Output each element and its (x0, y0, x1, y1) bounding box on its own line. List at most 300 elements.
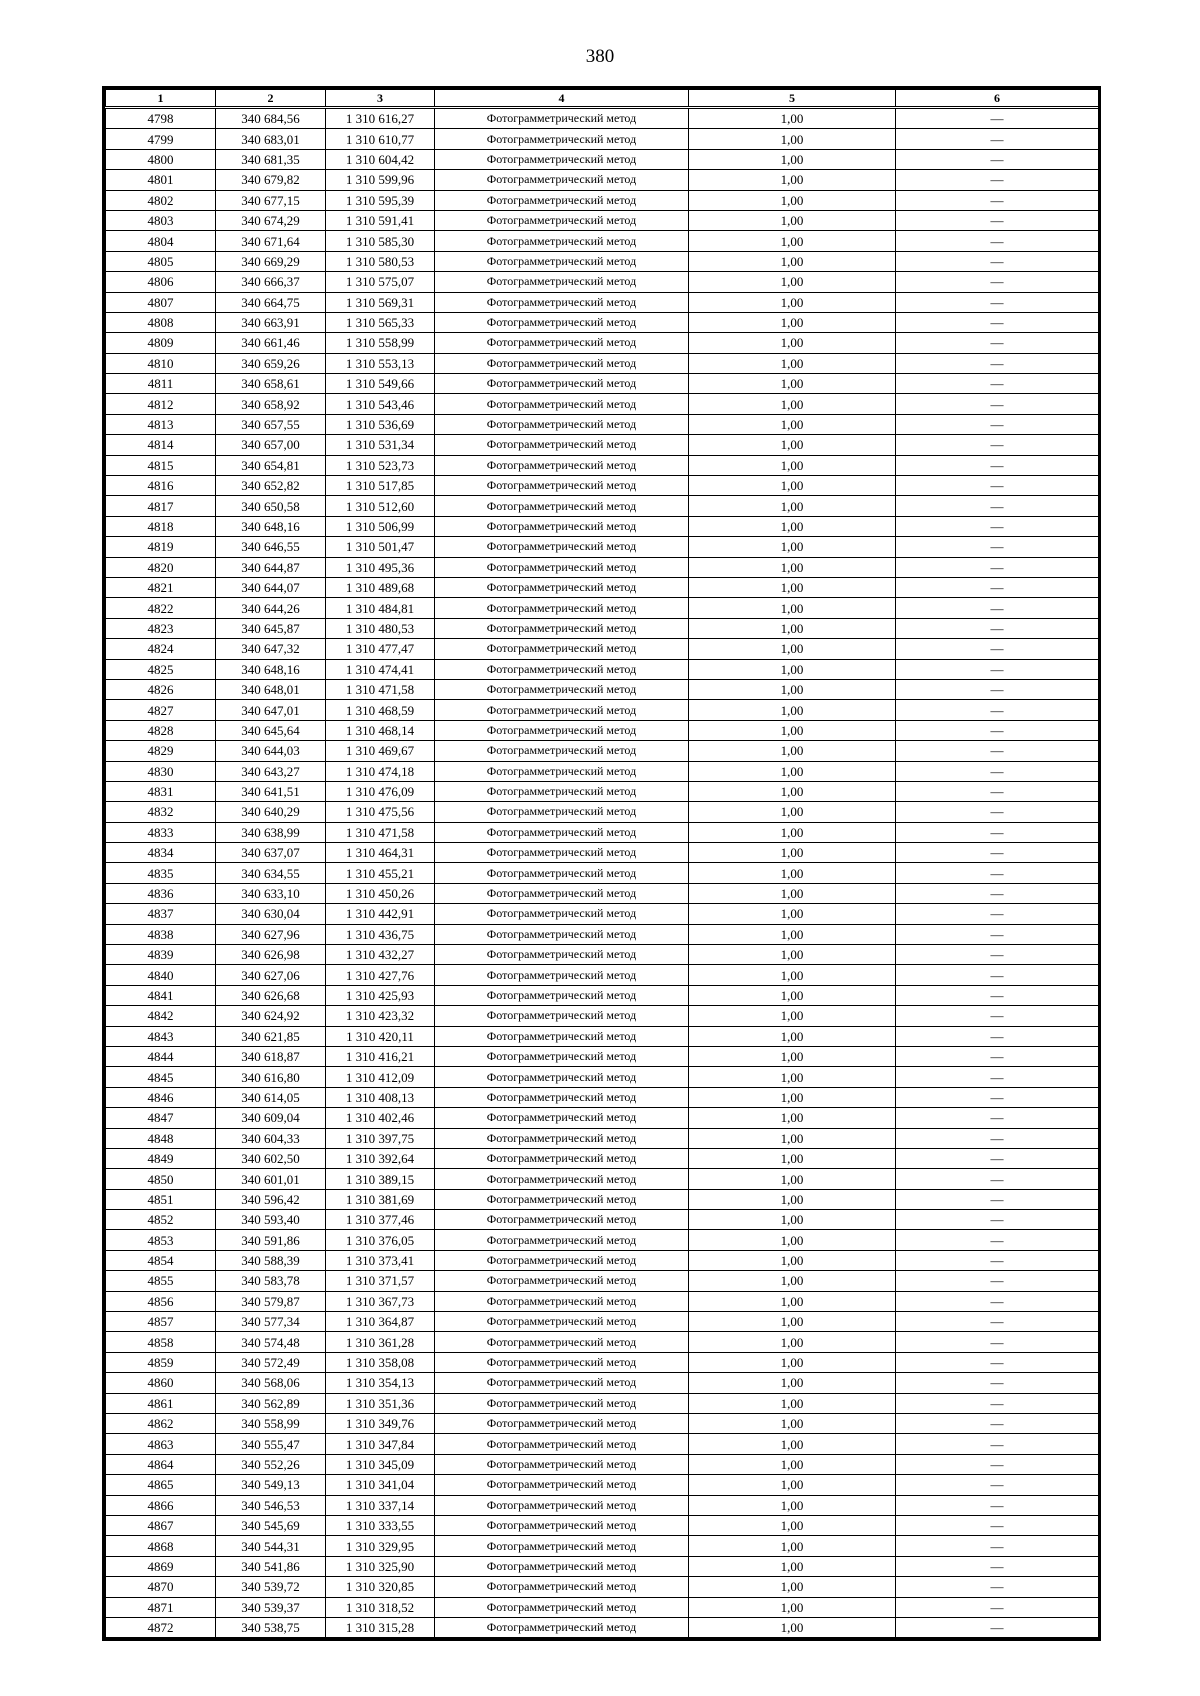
method-cell: Фотограмметрический метод (435, 618, 689, 638)
accuracy-cell: 1,00 (689, 1475, 896, 1495)
point-number-cell: 4816 (106, 476, 216, 496)
table-row (106, 496, 1099, 516)
accuracy-cell: 1,00 (689, 761, 896, 781)
accuracy-cell: 1,00 (689, 924, 896, 944)
y-coordinate-cell: 1 310 464,31 (326, 843, 435, 863)
table-row (106, 822, 1099, 842)
note-cell: — (896, 1087, 1099, 1107)
y-coordinate-cell: 1 310 345,09 (326, 1454, 435, 1474)
y-coordinate-cell: 1 310 349,76 (326, 1414, 435, 1434)
method-cell: Фотограмметрический метод (435, 577, 689, 597)
table-row (106, 129, 1099, 149)
note-cell: — (896, 659, 1099, 679)
y-coordinate-cell: 1 310 347,84 (326, 1434, 435, 1454)
table-row (106, 924, 1099, 944)
y-coordinate-cell: 1 310 536,69 (326, 414, 435, 434)
x-coordinate-cell: 340 658,92 (216, 394, 326, 414)
x-coordinate-cell: 340 538,75 (216, 1617, 326, 1637)
x-coordinate-cell: 340 657,55 (216, 414, 326, 434)
table-row (106, 1515, 1099, 1535)
table-row (106, 1250, 1099, 1270)
table-row (106, 1617, 1099, 1637)
method-cell: Фотограмметрический метод (435, 1087, 689, 1107)
point-number-cell: 4841 (106, 985, 216, 1005)
table-row (106, 659, 1099, 679)
point-number-cell: 4802 (106, 190, 216, 210)
accuracy-cell: 1,00 (689, 435, 896, 455)
accuracy-cell: 1,00 (689, 1393, 896, 1413)
method-cell: Фотограмметрический метод (435, 965, 689, 985)
accuracy-cell: 1,00 (689, 170, 896, 190)
table-row (106, 312, 1099, 332)
y-coordinate-cell: 1 310 484,81 (326, 598, 435, 618)
y-coordinate-cell: 1 310 476,09 (326, 781, 435, 801)
method-cell: Фотограмметрический метод (435, 231, 689, 251)
header-col-5: 5 (689, 90, 896, 108)
accuracy-cell: 1,00 (689, 618, 896, 638)
point-number-cell: 4810 (106, 353, 216, 373)
y-coordinate-cell: 1 310 549,66 (326, 374, 435, 394)
x-coordinate-cell: 340 679,82 (216, 170, 326, 190)
note-cell: — (896, 1291, 1099, 1311)
table-row (106, 1128, 1099, 1148)
point-number-cell: 4812 (106, 394, 216, 414)
method-cell: Фотограмметрический метод (435, 1148, 689, 1168)
note-cell: — (896, 1006, 1099, 1026)
table-row (106, 1271, 1099, 1291)
x-coordinate-cell: 340 683,01 (216, 129, 326, 149)
y-coordinate-cell: 1 310 523,73 (326, 455, 435, 475)
method-cell: Фотограмметрический метод (435, 435, 689, 455)
method-cell: Фотограмметрический метод (435, 802, 689, 822)
accuracy-cell: 1,00 (689, 1352, 896, 1372)
y-coordinate-cell: 1 310 351,36 (326, 1393, 435, 1413)
method-cell: Фотограмметрический метод (435, 985, 689, 1005)
method-cell: Фотограмметрический метод (435, 741, 689, 761)
accuracy-cell: 1,00 (689, 292, 896, 312)
table-row (106, 557, 1099, 577)
note-cell: — (896, 1373, 1099, 1393)
accuracy-cell: 1,00 (689, 516, 896, 536)
table-row (106, 700, 1099, 720)
note-cell: — (896, 210, 1099, 230)
point-number-cell: 4850 (106, 1169, 216, 1189)
point-number-cell: 4854 (106, 1250, 216, 1270)
x-coordinate-cell: 340 624,92 (216, 1006, 326, 1026)
table-row (106, 843, 1099, 863)
x-coordinate-cell: 340 666,37 (216, 272, 326, 292)
y-coordinate-cell: 1 310 427,76 (326, 965, 435, 985)
note-cell: — (896, 455, 1099, 475)
accuracy-cell: 1,00 (689, 1169, 896, 1189)
y-coordinate-cell: 1 310 471,58 (326, 822, 435, 842)
method-cell: Фотограмметрический метод (435, 292, 689, 312)
method-cell: Фотограмметрический метод (435, 414, 689, 434)
accuracy-cell: 1,00 (689, 659, 896, 679)
accuracy-cell: 1,00 (689, 537, 896, 557)
table-row (106, 679, 1099, 699)
table-row (106, 1495, 1099, 1515)
x-coordinate-cell: 340 661,46 (216, 333, 326, 353)
accuracy-cell: 1,00 (689, 1210, 896, 1230)
table-row (106, 251, 1099, 271)
note-cell: — (896, 761, 1099, 781)
method-cell: Фотограмметрический метод (435, 1393, 689, 1413)
method-cell: Фотограмметрический метод (435, 1189, 689, 1209)
y-coordinate-cell: 1 310 318,52 (326, 1597, 435, 1617)
note-cell: — (896, 720, 1099, 740)
point-number-cell: 4836 (106, 883, 216, 903)
x-coordinate-cell: 340 634,55 (216, 863, 326, 883)
accuracy-cell: 1,00 (689, 353, 896, 373)
table-row (106, 537, 1099, 557)
note-cell: — (896, 1067, 1099, 1087)
accuracy-cell: 1,00 (689, 333, 896, 353)
x-coordinate-cell: 340 633,10 (216, 883, 326, 903)
note-cell: — (896, 1617, 1099, 1637)
accuracy-cell: 1,00 (689, 822, 896, 842)
x-coordinate-cell: 340 604,33 (216, 1128, 326, 1148)
y-coordinate-cell: 1 310 381,69 (326, 1189, 435, 1209)
point-number-cell: 4809 (106, 333, 216, 353)
x-coordinate-cell: 340 546,53 (216, 1495, 326, 1515)
method-cell: Фотограмметрический метод (435, 1271, 689, 1291)
note-cell: — (896, 1475, 1099, 1495)
accuracy-cell: 1,00 (689, 883, 896, 903)
point-number-cell: 4860 (106, 1373, 216, 1393)
table-row (106, 1536, 1099, 1556)
y-coordinate-cell: 1 310 474,18 (326, 761, 435, 781)
point-number-cell: 4817 (106, 496, 216, 516)
point-number-cell: 4866 (106, 1495, 216, 1515)
note-cell: — (896, 170, 1099, 190)
accuracy-cell: 1,00 (689, 781, 896, 801)
method-cell: Фотограмметрический метод (435, 1128, 689, 1148)
table-row (106, 761, 1099, 781)
x-coordinate-cell: 340 644,87 (216, 557, 326, 577)
accuracy-cell: 1,00 (689, 312, 896, 332)
point-number-cell: 4832 (106, 802, 216, 822)
accuracy-cell: 1,00 (689, 496, 896, 516)
accuracy-cell: 1,00 (689, 945, 896, 965)
y-coordinate-cell: 1 310 512,60 (326, 496, 435, 516)
note-cell: — (896, 883, 1099, 903)
y-coordinate-cell: 1 310 455,21 (326, 863, 435, 883)
table-row (106, 577, 1099, 597)
y-coordinate-cell: 1 310 397,75 (326, 1128, 435, 1148)
y-coordinate-cell: 1 310 337,14 (326, 1495, 435, 1515)
x-coordinate-cell: 340 621,85 (216, 1026, 326, 1046)
point-number-cell: 4844 (106, 1046, 216, 1066)
x-coordinate-cell: 340 616,80 (216, 1067, 326, 1087)
x-coordinate-cell: 340 541,86 (216, 1556, 326, 1576)
x-coordinate-cell: 340 545,69 (216, 1515, 326, 1535)
x-coordinate-cell: 340 596,42 (216, 1189, 326, 1209)
method-cell: Фотограмметрический метод (435, 1414, 689, 1434)
method-cell: Фотограмметрический метод (435, 1352, 689, 1372)
point-number-cell: 4847 (106, 1108, 216, 1128)
note-cell: — (896, 435, 1099, 455)
table-row (106, 1373, 1099, 1393)
x-coordinate-cell: 340 647,01 (216, 700, 326, 720)
table-row (106, 516, 1099, 536)
method-cell: Фотограмметрический метод (435, 455, 689, 475)
point-number-cell: 4853 (106, 1230, 216, 1250)
y-coordinate-cell: 1 310 425,93 (326, 985, 435, 1005)
method-cell: Фотограмметрический метод (435, 639, 689, 659)
x-coordinate-cell: 340 609,04 (216, 1108, 326, 1128)
note-cell: — (896, 312, 1099, 332)
note-cell: — (896, 741, 1099, 761)
point-number-cell: 4846 (106, 1087, 216, 1107)
y-coordinate-cell: 1 310 402,46 (326, 1108, 435, 1128)
note-cell: — (896, 1312, 1099, 1332)
accuracy-cell: 1,00 (689, 598, 896, 618)
accuracy-cell: 1,00 (689, 1414, 896, 1434)
y-coordinate-cell: 1 310 616,27 (326, 108, 435, 129)
note-cell: — (896, 1210, 1099, 1230)
table-row (106, 904, 1099, 924)
accuracy-cell: 1,00 (689, 904, 896, 924)
y-coordinate-cell: 1 310 468,14 (326, 720, 435, 740)
x-coordinate-cell: 340 579,87 (216, 1291, 326, 1311)
table-row (106, 476, 1099, 496)
y-coordinate-cell: 1 310 475,56 (326, 802, 435, 822)
table-row (106, 333, 1099, 353)
note-cell: — (896, 1597, 1099, 1617)
x-coordinate-cell: 340 664,75 (216, 292, 326, 312)
note-cell: — (896, 108, 1099, 129)
method-cell: Фотограмметрический метод (435, 700, 689, 720)
y-coordinate-cell: 1 310 320,85 (326, 1577, 435, 1597)
point-number-cell: 4799 (106, 129, 216, 149)
method-cell: Фотограмметрический метод (435, 1454, 689, 1474)
point-number-cell: 4872 (106, 1617, 216, 1637)
point-number-cell: 4833 (106, 822, 216, 842)
method-cell: Фотограмметрический метод (435, 1312, 689, 1332)
accuracy-cell: 1,00 (689, 394, 896, 414)
point-number-cell: 4813 (106, 414, 216, 434)
point-number-cell: 4840 (106, 965, 216, 985)
accuracy-cell: 1,00 (689, 1108, 896, 1128)
table-row (106, 1067, 1099, 1087)
x-coordinate-cell: 340 558,99 (216, 1414, 326, 1434)
point-number-cell: 4825 (106, 659, 216, 679)
y-coordinate-cell: 1 310 371,57 (326, 1271, 435, 1291)
method-cell: Фотограмметрический метод (435, 1515, 689, 1535)
method-cell: Фотограмметрический метод (435, 251, 689, 271)
x-coordinate-cell: 340 645,64 (216, 720, 326, 740)
point-number-cell: 4871 (106, 1597, 216, 1617)
note-cell: — (896, 1332, 1099, 1352)
accuracy-cell: 1,00 (689, 1617, 896, 1637)
y-coordinate-cell: 1 310 595,39 (326, 190, 435, 210)
y-coordinate-cell: 1 310 416,21 (326, 1046, 435, 1066)
method-cell: Фотограмметрический метод (435, 557, 689, 577)
table-row (106, 149, 1099, 169)
table-row (106, 170, 1099, 190)
note-cell: — (896, 1128, 1099, 1148)
table-row (106, 863, 1099, 883)
accuracy-cell: 1,00 (689, 251, 896, 271)
accuracy-cell: 1,00 (689, 1495, 896, 1515)
table-row (106, 1087, 1099, 1107)
note-cell: — (896, 965, 1099, 985)
x-coordinate-cell: 340 549,13 (216, 1475, 326, 1495)
y-coordinate-cell: 1 310 531,34 (326, 435, 435, 455)
point-number-cell: 4845 (106, 1067, 216, 1087)
note-cell: — (896, 843, 1099, 863)
x-coordinate-cell: 340 643,27 (216, 761, 326, 781)
point-number-cell: 4834 (106, 843, 216, 863)
point-number-cell: 4865 (106, 1475, 216, 1495)
point-number-cell: 4859 (106, 1352, 216, 1372)
y-coordinate-cell: 1 310 329,95 (326, 1536, 435, 1556)
accuracy-cell: 1,00 (689, 1087, 896, 1107)
note-cell: — (896, 1250, 1099, 1270)
method-cell: Фотограмметрический метод (435, 210, 689, 230)
x-coordinate-cell: 340 647,32 (216, 639, 326, 659)
method-cell: Фотограмметрический метод (435, 598, 689, 618)
header-col-3: 3 (326, 90, 435, 108)
y-coordinate-cell: 1 310 373,41 (326, 1250, 435, 1270)
method-cell: Фотограмметрический метод (435, 1536, 689, 1556)
y-coordinate-cell: 1 310 364,87 (326, 1312, 435, 1332)
point-number-cell: 4852 (106, 1210, 216, 1230)
x-coordinate-cell: 340 552,26 (216, 1454, 326, 1474)
accuracy-cell: 1,00 (689, 1271, 896, 1291)
point-number-cell: 4811 (106, 374, 216, 394)
note-cell: — (896, 924, 1099, 944)
table-row (106, 394, 1099, 414)
point-number-cell: 4804 (106, 231, 216, 251)
table-row (106, 1597, 1099, 1617)
accuracy-cell: 1,00 (689, 1250, 896, 1270)
header-col-6: 6 (896, 90, 1099, 108)
x-coordinate-cell: 340 684,56 (216, 108, 326, 129)
table-row (106, 1291, 1099, 1311)
x-coordinate-cell: 340 577,34 (216, 1312, 326, 1332)
table-row (106, 231, 1099, 251)
point-number-cell: 4864 (106, 1454, 216, 1474)
point-number-cell: 4842 (106, 1006, 216, 1026)
note-cell: — (896, 781, 1099, 801)
method-cell: Фотограмметрический метод (435, 1230, 689, 1250)
method-cell: Фотограмметрический метод (435, 496, 689, 516)
note-cell: — (896, 863, 1099, 883)
point-number-cell: 4803 (106, 210, 216, 230)
accuracy-cell: 1,00 (689, 1312, 896, 1332)
method-cell: Фотограмметрический метод (435, 1250, 689, 1270)
point-number-cell: 4827 (106, 700, 216, 720)
point-number-cell: 4869 (106, 1556, 216, 1576)
point-number-cell: 4821 (106, 577, 216, 597)
table-row (106, 985, 1099, 1005)
note-cell: — (896, 1393, 1099, 1413)
accuracy-cell: 1,00 (689, 1434, 896, 1454)
point-number-cell: 4814 (106, 435, 216, 455)
accuracy-cell: 1,00 (689, 1230, 896, 1250)
accuracy-cell: 1,00 (689, 1556, 896, 1576)
accuracy-cell: 1,00 (689, 639, 896, 659)
point-number-cell: 4819 (106, 537, 216, 557)
accuracy-cell: 1,00 (689, 1067, 896, 1087)
note-cell: — (896, 945, 1099, 965)
y-coordinate-cell: 1 310 392,64 (326, 1148, 435, 1168)
x-coordinate-cell: 340 627,96 (216, 924, 326, 944)
x-coordinate-cell: 340 677,15 (216, 190, 326, 210)
note-cell: — (896, 1434, 1099, 1454)
x-coordinate-cell: 340 637,07 (216, 843, 326, 863)
accuracy-cell: 1,00 (689, 843, 896, 863)
x-coordinate-cell: 340 568,06 (216, 1373, 326, 1393)
y-coordinate-cell: 1 310 377,46 (326, 1210, 435, 1230)
accuracy-cell: 1,00 (689, 455, 896, 475)
point-number-cell: 4801 (106, 170, 216, 190)
accuracy-cell: 1,00 (689, 965, 896, 985)
y-coordinate-cell: 1 310 450,26 (326, 883, 435, 903)
x-coordinate-cell: 340 630,04 (216, 904, 326, 924)
note-cell: — (896, 1556, 1099, 1576)
y-coordinate-cell: 1 310 575,07 (326, 272, 435, 292)
note-cell: — (896, 1148, 1099, 1168)
y-coordinate-cell: 1 310 376,05 (326, 1230, 435, 1250)
x-coordinate-cell: 340 645,87 (216, 618, 326, 638)
table-row (106, 1046, 1099, 1066)
y-coordinate-cell: 1 310 585,30 (326, 231, 435, 251)
y-coordinate-cell: 1 310 408,13 (326, 1087, 435, 1107)
point-number-cell: 4835 (106, 863, 216, 883)
accuracy-cell: 1,00 (689, 231, 896, 251)
y-coordinate-cell: 1 310 480,53 (326, 618, 435, 638)
note-cell: — (896, 1108, 1099, 1128)
y-coordinate-cell: 1 310 341,04 (326, 1475, 435, 1495)
x-coordinate-cell: 340 539,72 (216, 1577, 326, 1597)
point-number-cell: 4837 (106, 904, 216, 924)
accuracy-cell: 1,00 (689, 1026, 896, 1046)
note-cell: — (896, 149, 1099, 169)
accuracy-cell: 1,00 (689, 108, 896, 129)
table-row (106, 1475, 1099, 1495)
point-number-cell: 4856 (106, 1291, 216, 1311)
note-cell: — (896, 1515, 1099, 1535)
point-number-cell: 4861 (106, 1393, 216, 1413)
table-row (106, 1577, 1099, 1597)
point-number-cell: 4839 (106, 945, 216, 965)
y-coordinate-cell: 1 310 412,09 (326, 1067, 435, 1087)
method-cell: Фотограмметрический метод (435, 129, 689, 149)
table-row (106, 1189, 1099, 1209)
note-cell: — (896, 251, 1099, 271)
header-col-4: 4 (435, 90, 689, 108)
x-coordinate-cell: 340 638,99 (216, 822, 326, 842)
x-coordinate-cell: 340 663,91 (216, 312, 326, 332)
x-coordinate-cell: 340 583,78 (216, 1271, 326, 1291)
accuracy-cell: 1,00 (689, 190, 896, 210)
table-row (106, 598, 1099, 618)
accuracy-cell: 1,00 (689, 1373, 896, 1393)
method-cell: Фотограмметрический метод (435, 720, 689, 740)
accuracy-cell: 1,00 (689, 1046, 896, 1066)
accuracy-cell: 1,00 (689, 1128, 896, 1148)
accuracy-cell: 1,00 (689, 1006, 896, 1026)
table-row (106, 1556, 1099, 1576)
coordinates-table (102, 86, 1101, 1641)
method-cell: Фотограмметрический метод (435, 1577, 689, 1597)
note-cell: — (896, 414, 1099, 434)
method-cell: Фотограмметрический метод (435, 312, 689, 332)
point-number-cell: 4831 (106, 781, 216, 801)
